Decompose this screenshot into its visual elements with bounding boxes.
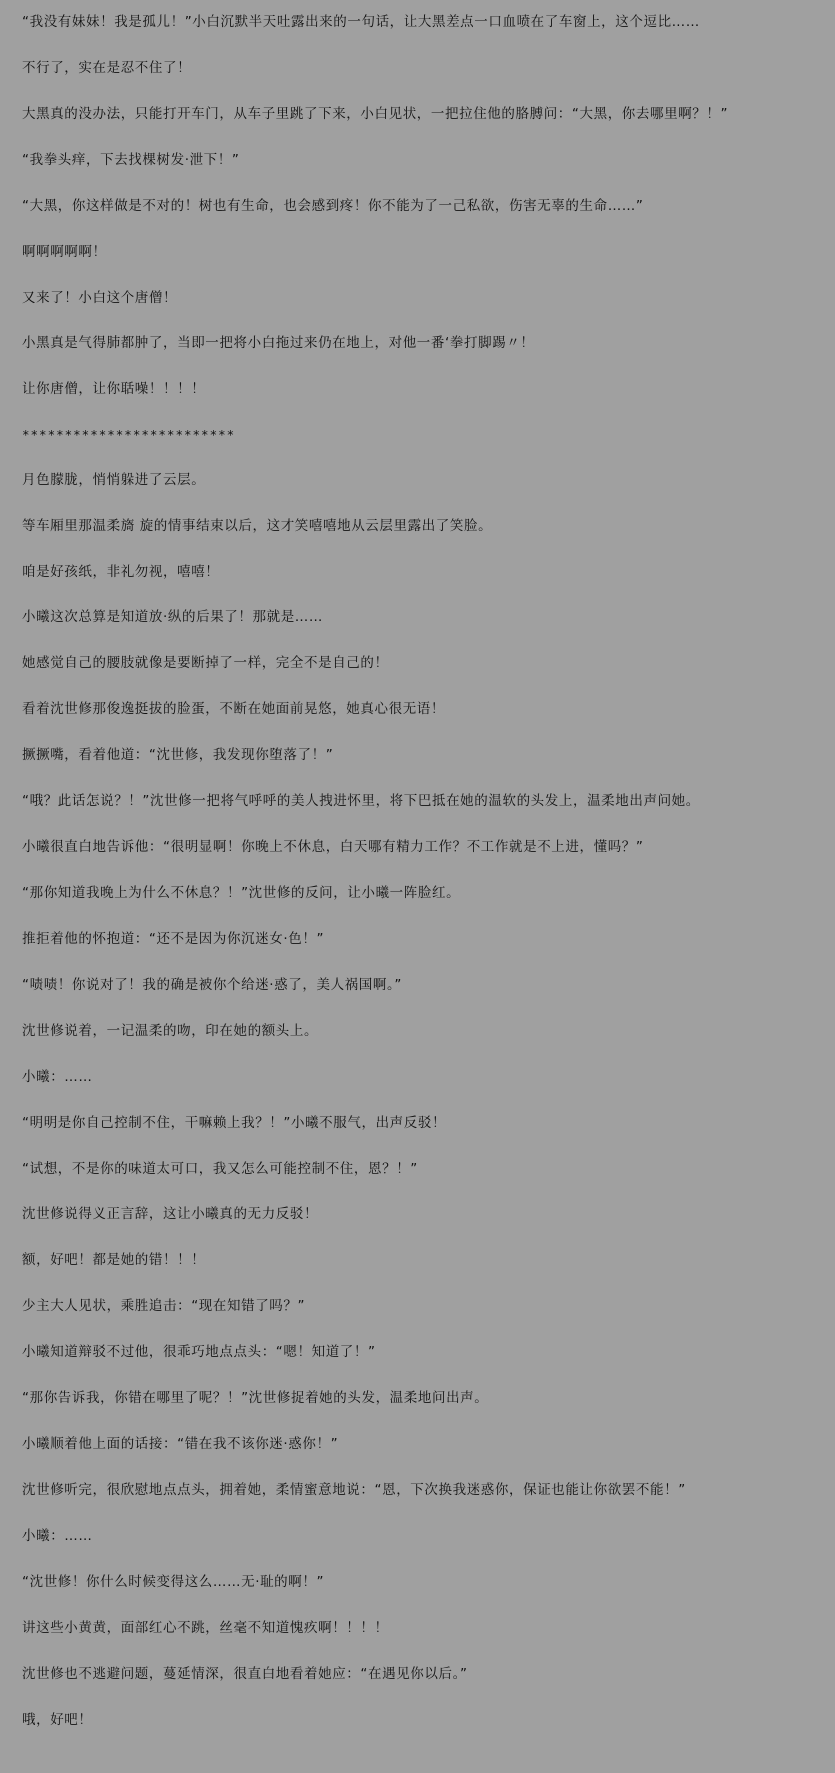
story-paragraph: 咱是好孩纸，非礼勿视，嘻嘻！ <box>22 563 220 580</box>
story-paragraph: 沈世修说着，一记温柔的吻，印在她的额头上。 <box>22 1022 319 1039</box>
story-paragraph: 小黑真是气得肺都肿了，当即一把将小白拖过来仍在地上，对他一番‘拳打脚踢〃！ <box>22 335 535 352</box>
story-paragraph: 大黑真的没办法，只能打开车门，从车子里跳了下来，小白见状，一把拉住他的胳膊问：“大黑，你去哪里啊？！” <box>22 105 729 122</box>
story-paragraph: 不行了，实在是忍不住了！ <box>22 59 192 76</box>
story-paragraph: 让你唐僧，让你聒噪！！！！ <box>22 381 206 398</box>
story-paragraph: 小曦顺着他上面的话接：“错在我不该你迷·惑你！” <box>22 1436 339 1453</box>
story-paragraph: “我拳头痒，下去找棵树发·泄下！” <box>22 151 240 168</box>
story-paragraph: 沈世修也不逃避问题，蔓延情深，很直白地看着她应：“在遇见你以后。” <box>22 1665 468 1682</box>
story-paragraph: 她感觉自己的腰肢就像是要断掉了一样，完全不是自己的！ <box>22 655 389 672</box>
story-paragraph: 讲这些小黄黄，面部红心不跳，丝毫不知道愧疚啊！！！！ <box>22 1619 389 1636</box>
section-separator: ************************* <box>22 427 236 443</box>
story-paragraph: 小曦：…… <box>22 1068 93 1085</box>
story-paragraph: 沈世修听完，很欣慰地点点头，拥着她，柔情蜜意地说：“恩，下次换我迷惑你，保证也能让你欲罢不能！” <box>22 1481 686 1498</box>
story-paragraph: “我没有妹妹！我是孤儿！”小白沉默半天吐露出来的一句话，让大黑差点一口血喷在了车窗上，这个逗比…… <box>22 14 700 30</box>
story-paragraph: 月色朦胧，悄悄躲进了云层。 <box>22 471 206 488</box>
story-paragraph: 小曦这次总算是知道放·纵的后果了！那就是…… <box>22 609 323 626</box>
story-paragraph: 等车厢里那温柔旖 旋的情事结束以后，这才笑嘻嘻地从云层里露出了笑脸。 <box>22 517 493 534</box>
story-paragraph: “明明是你自己控制不住，干嘛赖上我？！”小曦不服气，出声反驳！ <box>22 1114 447 1131</box>
story-paragraph: 又来了！小白这个唐僧！ <box>22 289 178 306</box>
story-paragraph: 小曦知道辩驳不过他，很乖巧地点点头：“嗯！知道了！” <box>22 1344 376 1361</box>
story-paragraph: “啧啧！你说对了！我的确是被你个给迷·惑了，美人祸国啊。” <box>22 976 402 993</box>
story-paragraph: 额，好吧！都是她的错！！！ <box>22 1252 206 1269</box>
story-paragraph: 哦，好吧！ <box>22 1711 93 1728</box>
story-paragraph: 小曦很直白地告诉他：“很明显啊！你晚上不休息，白天哪有精力工作？不工作就是不上进，懂吗？” <box>22 839 644 856</box>
story-paragraph: “沈世修！你什么时候变得这么……无·耻的啊！” <box>22 1573 325 1590</box>
story-paragraph: “大黑，你这样做是不对的！树也有生命，也会感到疼！你不能为了一己私欲，伤害无辜的生命……” <box>22 197 644 214</box>
story-paragraph: “哦？此话怎说？！”沈世修一把将气呼呼的美人拽进怀里，将下巴抵在她的温软的头发上，温柔地出声问她。 <box>22 793 700 810</box>
story-paragraph: 小曦：…… <box>22 1527 93 1544</box>
story-paragraph: 啊啊啊啊啊！ <box>22 243 107 260</box>
story-paragraph: 少主大人见状，乘胜追击：“现在知错了吗？” <box>22 1298 306 1315</box>
story-paragraph: 撅撅嘴，看着他道：“沈世修，我发现你堕落了！” <box>22 747 334 764</box>
story-paragraph: “那你告诉我，你错在哪里了呢？！”沈世修捉着她的头发，温柔地问出声。 <box>22 1390 489 1407</box>
story-paragraph: 推拒着他的怀抱道：“还不是因为你沉迷女·色！” <box>22 930 325 947</box>
story-paragraph: 沈世修说得义正言辞，这让小曦真的无力反驳！ <box>22 1206 319 1223</box>
story-paragraph: 看着沈世修那俊逸挺拔的脸蛋，不断在她面前晃悠，她真心很无语！ <box>22 701 445 718</box>
story-paragraph: “那你知道我晚上为什么不休息？！”沈世修的反问，让小曦一阵脸红。 <box>22 884 461 901</box>
story-paragraph: “试想，不是你的味道太可口，我又怎么可能控制不住，恩？！” <box>22 1160 418 1177</box>
